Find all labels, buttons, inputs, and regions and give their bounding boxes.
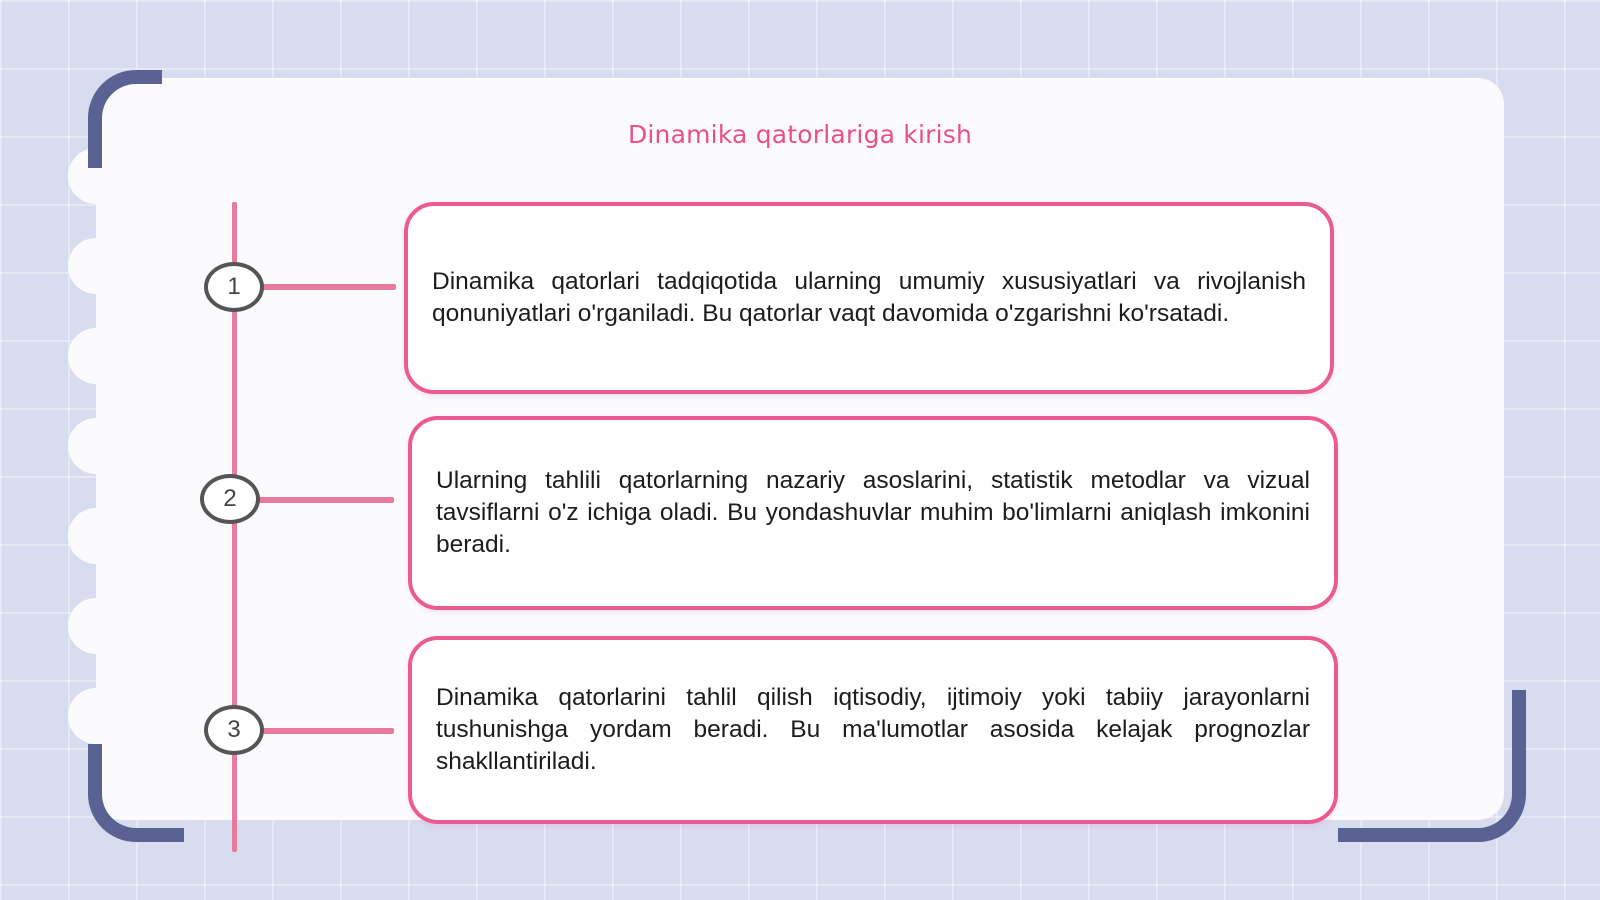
step-1-connector (262, 284, 396, 290)
page-edge-scallop (68, 418, 124, 474)
corner-bracket-top-left (88, 70, 162, 168)
step-2-connector (258, 497, 394, 503)
page-edge-scallop (68, 598, 124, 654)
step-3-number: 3 (204, 705, 264, 755)
corner-bracket-bottom-right (1338, 690, 1526, 842)
page-edge-scallop (68, 328, 124, 384)
step-2-card (408, 416, 1338, 610)
slide-title: Dinamika qatorlariga kirish (627, 120, 973, 149)
page-edge-scallop (68, 508, 124, 564)
step-3-card (408, 636, 1338, 824)
step-3-connector (262, 728, 394, 734)
page-edge-scallop (68, 238, 124, 294)
step-3-text: Dinamika qatorlarini tahlil qilish iqtisodiy, ijtimoiy yoki tabiiy jarayonlarni tushunishga yordam beradi. Bu ma'lumotlar asosida kelajak prognozlar shakllantiriladi. (436, 684, 1310, 775)
step-2-number: 2 (200, 474, 260, 524)
step-1-text: Dinamika qatorlari tadqiqotida ularning umumiy xususiyatlari va rivojlanish qonuniyatlari o'rganiladi. Bu qatorlar vaqt davomida o'zgarishni ko'rsatadi. (432, 268, 1306, 327)
corner-bracket-bottom-left (88, 744, 184, 842)
step-1-number: 1 (204, 262, 264, 312)
step-2-text: Ularning tahlili qatorlarning nazariy asoslarini, statistik metodlar va vizual tavsiflarni o'z ichiga oladi. Bu yondashuvlar muhim bo'limlarni aniqlash imkonini beradi. (436, 467, 1310, 558)
step-1-card (404, 202, 1334, 394)
page-edge-scallop (68, 688, 124, 744)
